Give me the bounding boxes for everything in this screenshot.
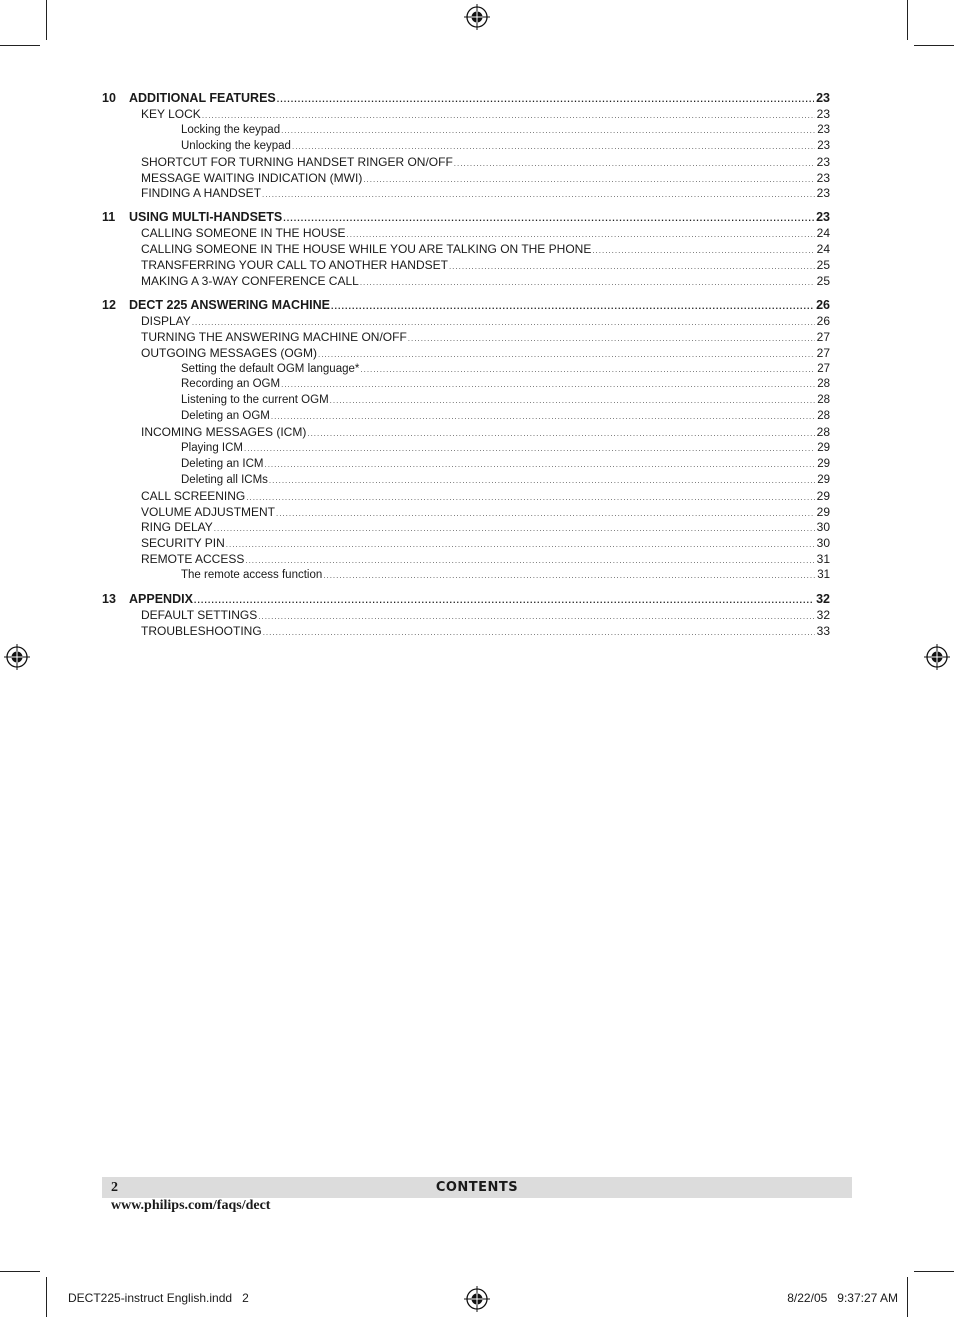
toc-section[interactable]: [102, 226, 830, 242]
toc-section[interactable]: [102, 242, 830, 258]
toc-section[interactable]: [102, 520, 830, 536]
toc-page-number: 23: [816, 123, 830, 139]
toc-entry-label: [141, 330, 407, 346]
toc-page-number: 23: [816, 154, 830, 169]
slug-timestamp: 8/22/05 9:37:27 AM: [787, 1291, 898, 1305]
toc-entry-label: [102, 591, 193, 608]
toc-subsection[interactable]: [102, 457, 830, 473]
toc-entry-text: ADDITIONAL FEATURES: [129, 91, 276, 105]
toc-entry-label: [141, 608, 257, 624]
toc-chapter-number: 13: [102, 592, 116, 607]
toc-entry-text: TURNING THE ANSWERING MACHINE ON/OFF: [141, 329, 407, 344]
toc-entry-label: [141, 186, 261, 202]
toc-section[interactable]: [102, 258, 830, 274]
toc-entry-label: [141, 425, 306, 441]
toc-entry-label: [141, 314, 191, 330]
toc-page-number: 29: [816, 457, 830, 473]
toc-entry-label: [141, 520, 213, 536]
toc-section[interactable]: [102, 624, 830, 640]
crop-mark: [907, 0, 908, 40]
dot-leader: [592, 242, 814, 259]
toc-entry-label: [181, 362, 359, 378]
toc-page-number: 32: [816, 608, 830, 623]
toc-entry-text: The remote access function: [181, 569, 323, 582]
toc-chapter[interactable]: [102, 297, 830, 314]
dot-leader: [192, 314, 815, 331]
toc-page-number: 23: [816, 186, 830, 201]
toc-subsection[interactable]: [102, 123, 830, 139]
dot-leader: [408, 330, 815, 347]
toc-page-number: 30: [816, 536, 830, 551]
crop-mark: [914, 45, 954, 46]
toc-section[interactable]: [102, 489, 830, 505]
toc-entry-text: FINDING A HANDSET: [141, 186, 262, 201]
toc-entry-text: RING DELAY: [141, 520, 213, 535]
dot-leader: [307, 425, 814, 442]
dot-leader: [264, 457, 815, 473]
toc-chapter-number: 10: [102, 91, 116, 105]
toc-page-number: 25: [816, 258, 830, 273]
dot-leader: [360, 362, 815, 378]
crop-mark: [907, 1277, 908, 1317]
toc-entry-text: DEFAULT SETTINGS: [141, 608, 258, 623]
dot-leader: [194, 591, 814, 609]
toc-entry-text: Setting the default OGM language*: [181, 362, 360, 375]
dot-leader: [277, 90, 814, 108]
toc-entry-text: SHORTCUT FOR TURNING HANDSET RINGER ON/OFF: [141, 154, 453, 169]
toc-chapter-number: 11: [102, 210, 116, 225]
toc-entry-label: [141, 552, 244, 568]
page-number: 2: [111, 1180, 118, 1195]
toc-subsection[interactable]: [102, 473, 830, 489]
toc-entry-label: [141, 226, 346, 242]
toc-section[interactable]: [102, 171, 830, 187]
toc-entry-label: [141, 274, 359, 290]
crop-mark: [46, 1277, 47, 1317]
toc-page-number: 28: [816, 409, 830, 425]
toc-subsection[interactable]: [102, 377, 830, 393]
toc-entry-label: [141, 155, 453, 171]
toc-page-number: 28: [816, 377, 830, 393]
toc-entry-label: [181, 473, 268, 489]
dot-leader: [258, 608, 814, 625]
dot-leader: [449, 258, 815, 275]
toc-section[interactable]: [102, 314, 830, 330]
toc-entry-text: CALLING SOMEONE IN THE HOUSE WHILE YOU ARE TALKING ON THE PHONE: [141, 242, 592, 257]
toc-page-number: 32: [816, 592, 830, 607]
toc-page-number: 24: [816, 226, 830, 241]
toc-chapter[interactable]: [102, 591, 830, 608]
toc-page-number: 26: [816, 297, 830, 312]
toc-entry-text: Deleting an ICM: [181, 457, 264, 470]
toc-entry-text: Playing ICM: [181, 442, 243, 455]
dot-leader: [318, 346, 815, 363]
dot-leader: [323, 568, 815, 584]
toc-page-number: 30: [816, 520, 830, 535]
toc-entry-label: [102, 297, 330, 314]
registration-mark-icon: [4, 644, 30, 670]
toc-page-number: 28: [816, 393, 830, 409]
toc-page-number: 23: [816, 210, 830, 225]
toc-page-number: 27: [816, 345, 830, 360]
toc-section[interactable]: [102, 552, 830, 568]
slug-filename: DECT225-instruct English.indd 2: [68, 1291, 249, 1305]
toc-entry-label: [181, 441, 243, 457]
crop-mark: [0, 45, 40, 46]
dot-leader: [292, 139, 815, 155]
dot-leader: [330, 393, 816, 409]
toc-subsection[interactable]: [102, 568, 830, 584]
toc-page-number: 31: [816, 552, 830, 567]
toc-entry-label: [141, 242, 591, 258]
toc-section[interactable]: [102, 425, 830, 441]
toc-section[interactable]: [102, 346, 830, 362]
toc-section[interactable]: [102, 608, 830, 624]
toc-entry-text: REMOTE ACCESS: [141, 552, 245, 567]
toc-entry-text: KEY LOCK: [141, 107, 201, 121]
toc-entry-label: [141, 624, 262, 640]
toc-entry-label: [181, 393, 329, 409]
toc-entry-text: Deleting an OGM: [181, 410, 270, 423]
toc-entry-text: APPENDIX: [129, 592, 193, 607]
toc-page-number: 23: [816, 91, 830, 105]
toc-page-number: 27: [816, 329, 830, 344]
toc-page-number: 23: [816, 107, 830, 121]
dot-leader: [226, 536, 815, 553]
toc-entry-label: [181, 568, 322, 584]
footer-url[interactable]: www.philips.com/faqs/dect: [111, 1198, 271, 1213]
toc-page-number: 29: [816, 473, 830, 489]
toc-subsection[interactable]: [102, 139, 830, 155]
toc-entry-label: [141, 536, 225, 552]
toc-page-number: 29: [816, 504, 830, 519]
dot-leader: [281, 377, 815, 393]
toc-section[interactable]: [102, 107, 830, 123]
toc-page-number: 24: [816, 242, 830, 257]
toc-section[interactable]: [102, 274, 830, 290]
dot-leader: [276, 505, 815, 522]
toc-entry-text: SECURITY PIN: [141, 536, 225, 551]
toc-page-number: 23: [816, 170, 830, 185]
toc-entry-label: [181, 377, 280, 393]
toc-entry-text: Unlocking the keypad: [181, 139, 291, 152]
toc-subsection[interactable]: [102, 441, 830, 457]
toc-entry-text: CALL SCREENING: [141, 488, 246, 503]
table-of-contents: [102, 90, 830, 640]
toc-page-number: 26: [816, 313, 830, 328]
registration-mark-icon: [464, 1286, 490, 1312]
toc-chapter[interactable]: [102, 209, 830, 226]
toc-section[interactable]: [102, 330, 830, 346]
toc-section[interactable]: [102, 505, 830, 521]
toc-entry-label: [141, 107, 201, 123]
toc-entry-text: Recording an OGM: [181, 378, 281, 391]
toc-entry-text: MESSAGE WAITING INDICATION (MWI): [141, 170, 363, 185]
toc-entry-label: [141, 505, 275, 521]
dot-leader: [262, 186, 815, 203]
toc-section[interactable]: [102, 155, 830, 171]
toc-subsection[interactable]: [102, 393, 830, 409]
toc-entry-text: INCOMING MESSAGES (ICM): [141, 425, 307, 440]
toc-entry-text: TROUBLESHOOTING: [141, 623, 262, 638]
dot-leader: [283, 209, 814, 227]
toc-entry-text: Deleting all ICMs: [181, 473, 268, 486]
section-title: CONTENTS: [435, 1180, 519, 1195]
registration-mark-icon: [464, 4, 490, 30]
crop-mark: [46, 0, 47, 40]
dot-leader: [245, 552, 814, 569]
toc-chapter[interactable]: [102, 90, 830, 107]
toc-page-number: 29: [816, 488, 830, 503]
dot-leader: [214, 520, 815, 537]
dot-leader: [347, 226, 815, 243]
toc-entry-label: [102, 209, 282, 226]
toc-page-number: 31: [816, 568, 830, 584]
toc-page-number: 29: [816, 441, 830, 457]
dot-leader: [331, 297, 814, 315]
registration-mark-icon: [924, 644, 950, 670]
toc-page-number: 27: [816, 362, 830, 378]
dot-leader: [244, 441, 815, 457]
toc-entry-label: [181, 457, 263, 473]
dot-leader: [246, 489, 814, 506]
toc-page-number: 33: [816, 623, 830, 638]
toc-page-number: 28: [816, 425, 830, 440]
dot-leader: [263, 624, 815, 641]
toc-subsection[interactable]: [102, 409, 830, 425]
dot-leader: [269, 473, 815, 489]
toc-entry-label: [102, 90, 276, 107]
crop-mark: [0, 1271, 40, 1272]
toc-entry-label: [181, 409, 270, 425]
toc-entry-text: OUTGOING MESSAGES (OGM): [141, 345, 318, 360]
toc-entry-text: DISPLAY: [141, 313, 191, 328]
toc-page-number: 25: [816, 274, 830, 289]
toc-entry-text: VOLUME ADJUSTMENT: [141, 504, 276, 519]
toc-entry-label: [181, 123, 280, 139]
dot-leader: [271, 409, 815, 425]
toc-page-number: 23: [816, 139, 830, 155]
toc-entry-label: [141, 258, 448, 274]
toc-subsection[interactable]: [102, 362, 830, 378]
dot-leader: [281, 123, 815, 139]
toc-entry-text: DECT 225 ANSWERING MACHINE: [129, 297, 330, 312]
dot-leader: [363, 171, 814, 188]
dot-leader: [454, 155, 815, 172]
toc-entry-text: MAKING A 3-WAY CONFERENCE CALL: [141, 274, 359, 289]
toc-entry-text: TRANSFERRING YOUR CALL TO ANOTHER HANDSET: [141, 258, 448, 273]
dot-leader: [202, 107, 815, 124]
toc-entry-label: [141, 346, 317, 362]
toc-entry-text: Locking the keypad: [181, 123, 281, 136]
toc-entry-text: CALLING SOMEONE IN THE HOUSE: [141, 226, 346, 241]
toc-entry-label: [181, 139, 291, 155]
crop-mark: [914, 1271, 954, 1272]
toc-section[interactable]: [102, 186, 830, 202]
toc-entry-text: Listening to the current OGM: [181, 394, 329, 407]
toc-chapter-number: 12: [102, 297, 116, 312]
toc-entry-text: USING MULTI-HANDSETS: [129, 210, 283, 225]
toc-entry-label: [141, 489, 245, 505]
dot-leader: [360, 274, 815, 291]
toc-section[interactable]: [102, 536, 830, 552]
toc-entry-label: [141, 171, 362, 187]
